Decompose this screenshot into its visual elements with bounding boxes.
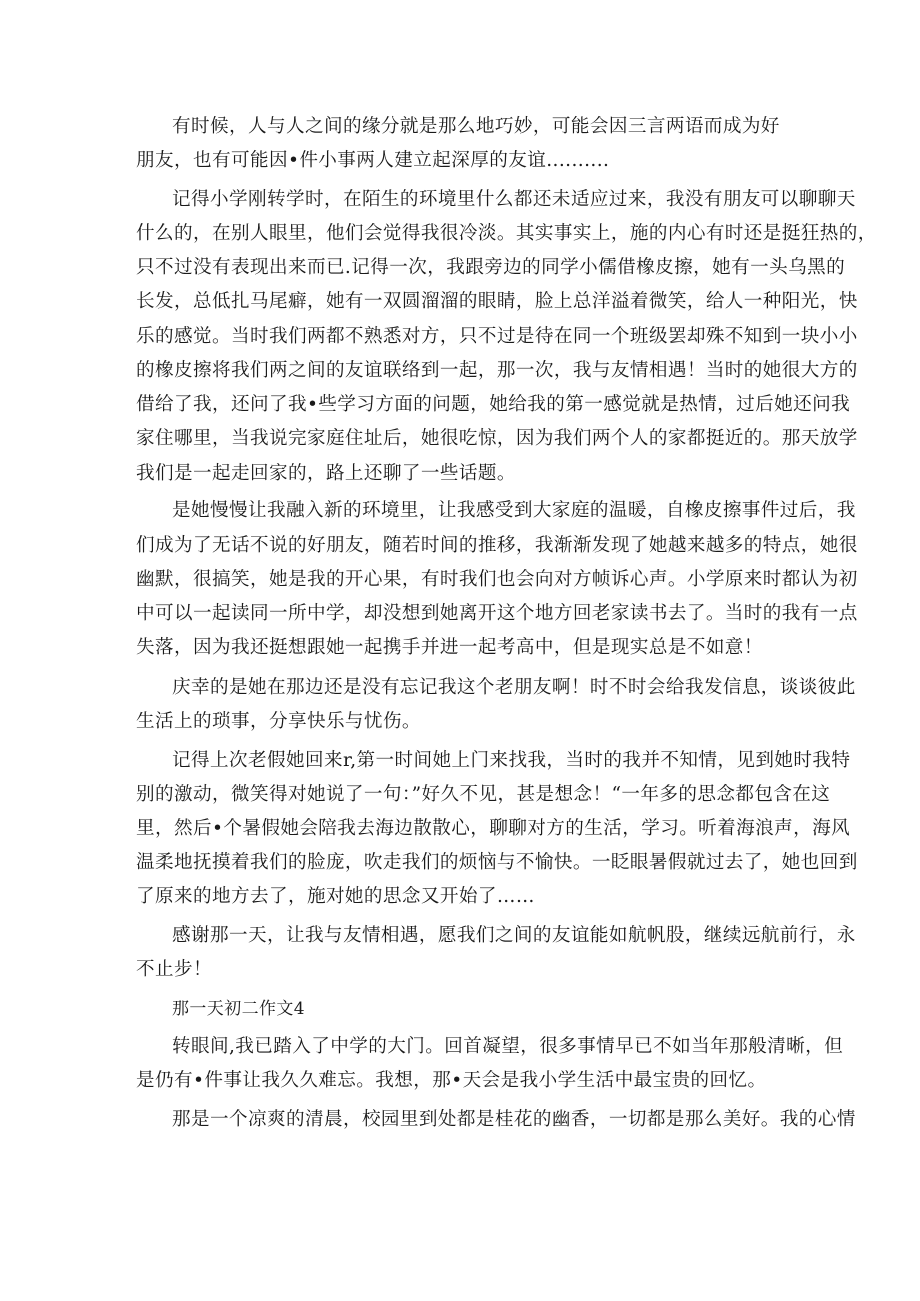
text-line: 了原来的地方去了，施对她的思念又开始了…… — [136, 886, 535, 907]
text-line: 记得上次老假她回来r,第一时间她上门来找我，当时的我并不知情，见到她时我特 — [172, 750, 851, 771]
text-line: 们成为了无话不说的好朋友，随若时间的推移，我渐渐发现了她越来越多的特点，她很 — [136, 535, 858, 556]
text-line: 转眼间,我已踏入了中学的大门。回首凝望，很多事情早已不如当年那般清晰，但 — [172, 1036, 844, 1057]
text-line: 失落，因为我还挺想跟她一起携手并进一起考高中，但是现实总是不如意！ — [136, 637, 763, 658]
text-line: 温柔地抚摸着我们的脸庞，吹走我们的烦恼与不愉快。一眨眼暑假就过去了，她也回到 — [136, 852, 858, 873]
text-line: 的橡皮擦将我们两之间的友谊联络到一起，那一次，我与友情相遇！当时的她很大方的 — [136, 360, 858, 381]
text-line: 幽默，很搞笑，她是我的开心果，有时我们也会向对方帧诉心声。小学原来时都认为初 — [136, 569, 858, 590]
text-line: 我们是一起走回家的，路上还聊了一些话题。 — [136, 463, 516, 484]
text-line: 朋友，也有可能因•件小事两人建立起深厚的友谊.......... — [136, 150, 610, 171]
text-line: 只不过没有表现出来而已.记得一次，我跟旁边的同学小儒借橡皮擦，她有一头乌黑的 — [136, 257, 846, 278]
text-line: 里，然后•个暑假她会陪我去海边散散心，聊聊对方的生活，学习。听着海浪声，海风 — [136, 818, 851, 839]
text-line: 感谢那一天，让我与友情相遇，愿我们之间的友谊能如航帆股，继续远航前行，永 — [172, 925, 856, 946]
text-line: 别的激动，微笑得对她说了一句：”好久不见，甚是想念！“一年多的思念都包含在这 — [136, 784, 831, 805]
text-line: 庆幸的是她在那边还是没有忘记我这个老朋友啊！时不时会给我发信息，谈谈彼此 — [172, 677, 856, 698]
text-line: 有时候，人与人之间的缘分就是那么地巧妙，可能会因三言两语而成为好 — [172, 116, 780, 137]
text-line: 是她慢慢让我融入新的环境里，让我感受到大家庭的温暖，自橡皮擦事件过后，我 — [172, 500, 856, 521]
text-line: 借给了我，还问了我•些学习方面的问题，她给我的第一感觉就是热情，过后她还问我 — [136, 394, 851, 415]
text-line: 长发，总低扎马尾癖，她有一双圆溜溜的眼睛，脸上总洋溢着微笑，给人一种阳光，快 — [136, 291, 858, 312]
text-line: 家住哪里，当我说完家庭住址后，她很吃惊，因为我们两个人的家都挺近的。那天放学 — [136, 428, 858, 449]
text-line: 乐的感觉。当时我们两都不熟悉对方，只不过是待在同一个班级罢却殊不知到一块小小 — [136, 326, 858, 347]
heading-line: 那一天初二作文4 — [172, 999, 306, 1019]
text-line: 中可以一起读同一所中学，却没想到她离开这个地方回老家读书去了。当时的我有一点 — [136, 603, 858, 624]
text-line: 什么的，在别人眼里，他们会觉得我很冷淡。其实事实上，施的内心有时还是挺狂热的， — [136, 223, 877, 244]
text-line: 记得小学刚转学时，在陌生的环境里什么都还未适应过来，我没有朋友可以聊聊天 — [172, 189, 856, 210]
text-line: 是仍有•件事让我久久难忘。我想，那•天会是我小学生活中最宝贵的回忆。 — [136, 1070, 767, 1091]
text-line: 不止步！ — [136, 959, 212, 980]
text-line: 那是一个凉爽的清晨，校园里到处都是桂花的幽香，一切都是那么美好。我的心情 — [172, 1109, 856, 1130]
text-line: 生活上的琐事，分享快乐与忧伤。 — [136, 711, 421, 732]
